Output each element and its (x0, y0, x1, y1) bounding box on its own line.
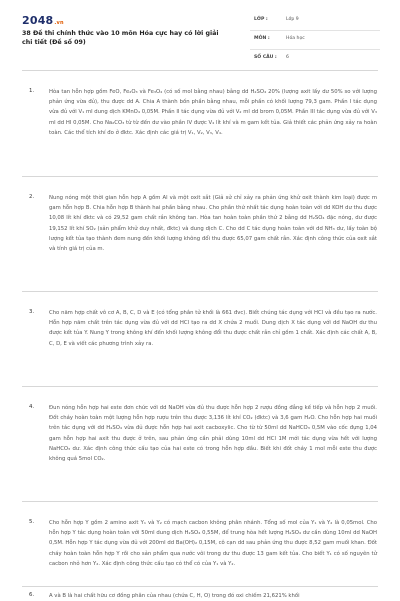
question-text: A và B là hai chất hữu cơ đồng phân của nhau (chứa C, H, O) trong đó oxi chiếm 21,621% khối (49, 593, 300, 599)
question-item (22, 291, 378, 387)
question-text: Nung nóng một thời gian hỗn hợp A gồm Al và một oxit sắt (Giả sử chỉ xảy ra phản ứng khử oxit thành kim loại) được m gam hỗn hợp B. Chia hỗn hợp B thành hai phần bằng nhau. Cho phần thứ nhất tác dụng hoàn toàn với dd KOH dư thu được 10,08 lít khí đktc và có 29,52 gam chất rắn không tan. Hòa tan hoàn toàn phần thứ 2 bằng dd H₂SO₄ đặc nóng, dư được 19,152 lít khí SO₂ (sản phẩm khử duy nhất, đktc) và dung dịch C. Cho dd C tác dụng hoàn toàn với dd NH₃ dư, lấy toàn bộ lượng kết tủa tạo thành đem nung đến khối lượng không đổi thu được 65,07 gam chất rắn. Xác định công thức của oxit sắt và tính giá trị của m. (49, 195, 377, 253)
question-item (22, 176, 378, 292)
question-number: 2. (29, 194, 35, 200)
question-item (22, 586, 378, 601)
meta-label: LỚP : (254, 17, 268, 22)
meta-value: 6 (286, 55, 289, 60)
question-number: 5. (29, 519, 35, 525)
meta-value: Hóa học (286, 36, 305, 41)
meta-row-question-count (250, 50, 380, 68)
question-item (22, 386, 378, 502)
question-text: Đun nóng hỗn hợp hai este đơn chức với dd NaOH vừa đủ thu được hỗn hợp 2 rượu đồng đẳng kế tiếp và hỗn hợp 2 muối. Đốt cháy hoàn toàn một lượng hỗn hợp rượu trên thu được 3,136 lít khí CO₂ (đktc) và 3,6 gam H₂O. Cho hỗn hợp hai muối trên tác dụng với dd H₂SO₄ vừa đủ được hỗn hợp hai axit cacboxylic. Cho từ từ 50ml dd NaHCO₃ 0,5M vào cốc đựng 1,04 gam hỗn hợp hai axit thu được ở trên, sau phản ứng cần phải dùng 10ml dd HCl 1M mới tác dụng vừa hết với lượng NaHCO₃ dư. Xác định công thức cấu tạo của hai este có trong hỗn hợp đầu. Biết khi đốt cháy 1 mol mỗi este thu được không quá 5mol CO₂. (49, 405, 377, 463)
site-logo[interactable]: 2048.vn (22, 14, 64, 27)
question-text: Cho hỗn hợp Y gồm 2 amino axit Y₁ và Y₂ có mạch cacbon không phân nhánh. Tổng số mol của Y₁ và Y₂ là 0,05mol. Cho hỗn hợp Y tác dụng hoàn toàn với 50ml dung dịch H₂SO₄ 0,55M, để trung hòa hết lượng H₂SO₄ dư cần dùng 10ml dd NaOH 0,5M. Hỗn hợp Y tác dụng vừa đủ với 200ml dd Ba(OH)₂ 0,15M, cô cạn dd sau phản ứng thu được 8,52 gam muối khan. Đốt cháy hoàn toàn hỗn hợp Y rồi cho sản phẩm qua nước vôi trong dư thu được 13 gam kết tủa. Cho biết Y₁ có số nguyên tử cacbon nhỏ hơn Y₂. Xác định công thức cấu tạo có thể có của Y₁ và Y₂. (49, 520, 377, 567)
meta-label: MÔN : (254, 36, 270, 41)
question-text: Cho năm hợp chất vô cơ A, B, C, D và E (có tổng phân tử khối là 661 đvc). Biết chúng tác dụng với HCl và đều tạo ra nước. Hỗn hợp năm chất trên tác dụng vừa đủ với dd HCl tạo ra dd X chứa 2 muối. Dung dịch X tác dụng với dd NaOH dư thu được kết tủa Y. Nung Y trong không khí đến khối lượng không đổi thu được chất rắn chỉ gồm 1 chất. Xác định các chất A, B, C, D, E và viết các phương trình xảy ra. (49, 310, 377, 347)
exam-title: 38 Đề thi chính thức vào 10 môn Hóa cực hay có lời giải chi tiết (Đề số 09) (22, 30, 219, 46)
exam-meta-table (250, 12, 380, 68)
meta-row-subject (250, 31, 380, 50)
question-number: 3. (29, 309, 35, 315)
question-item (22, 501, 378, 587)
question-number: 1. (29, 88, 35, 94)
meta-row-grade (250, 12, 380, 31)
question-text: Hòa tan hỗn hợp gồm FeO, Fe₂O₃ và Fe₃O₄ (có số mol bằng nhau) bằng dd H₂SO₄ 20% (lượng axit lấy dư 50% so với lượng phản ứng vừa đủ), thu được dd A. Chia A thành bốn phần bằng nhau, mỗi phần có khối lượng 79,3 gam. Phần I tác dụng vừa đủ với V₁ ml dung dịch KMnO₄ 0,05M. Phần II tác dụng vừa đủ với V₂ ml dd brom 0,05M. Phần III tác dụng vừa đủ với V₃ ml dd HI 0,05M. Cho Na₂CO₃ từ từ đến dư vào phần IV được V₄ lít khí và m gam kết tủa. Giả thiết các phản ứng xảy ra hoàn toàn. Các thể tích khí đo ở đktc. Xác định các giá trị V₁, V₂, V₃, V₄. (49, 89, 377, 136)
page-header (0, 0, 400, 70)
question-number: 6. (29, 592, 35, 598)
question-item (22, 70, 378, 177)
meta-label: SỐ CÂU : (254, 55, 277, 60)
meta-value: Lớp 9 (286, 17, 299, 22)
question-number: 4. (29, 404, 35, 410)
